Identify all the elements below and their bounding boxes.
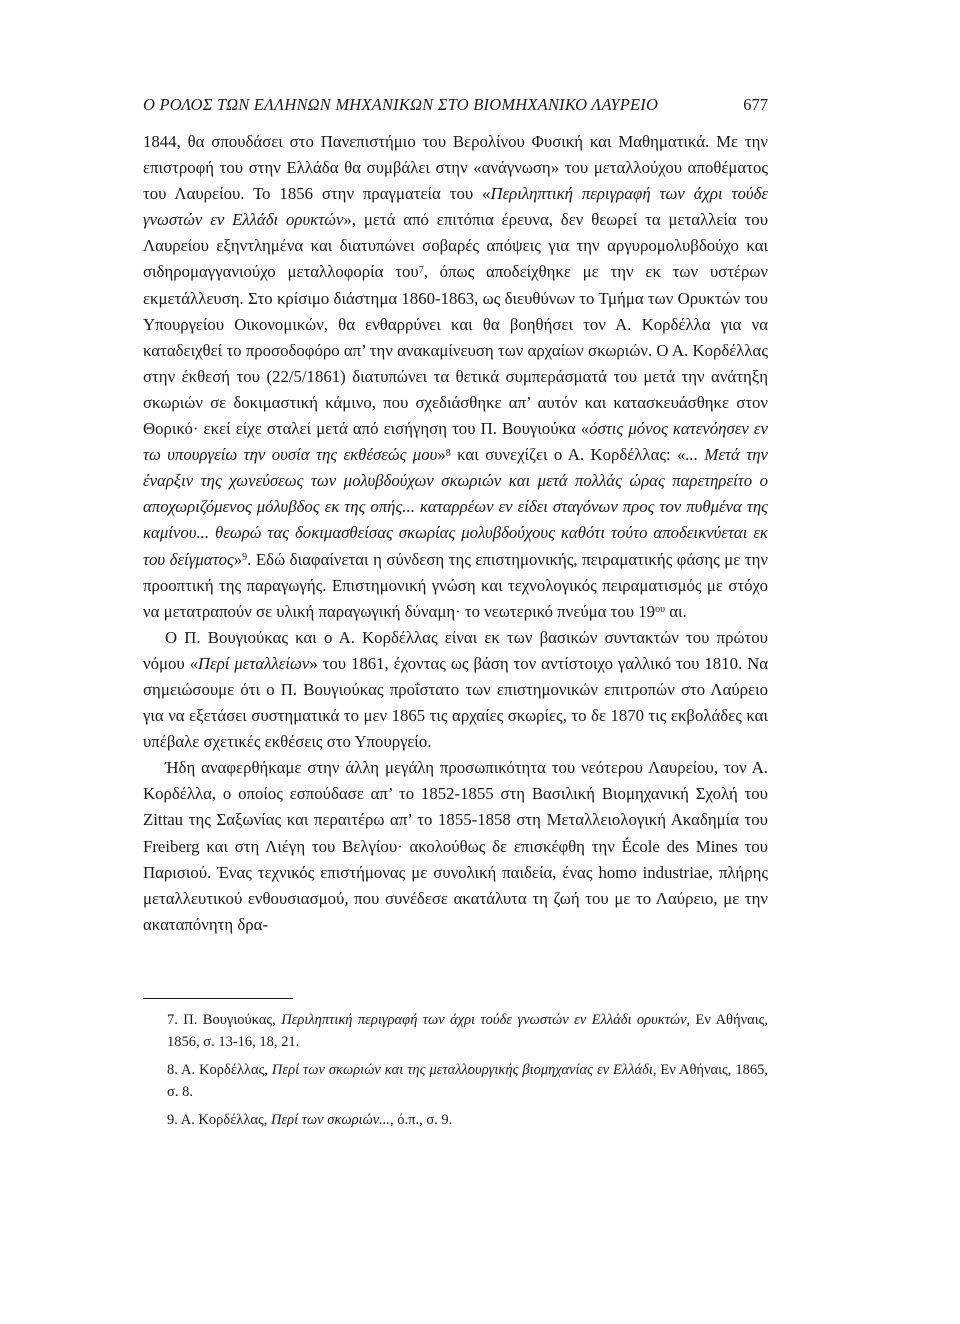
footnote-details: , Εν Αθήναις, 1856, σ. 13-16, 18, 21. [167,1012,768,1050]
footnote-author: Α. Κορδέλλας, [177,1112,271,1128]
footnote-number: 8. [167,1062,178,1078]
quoted-title: Περί μεταλλείων [197,653,310,673]
body-text [143,129,768,938]
footnote-number: 7. [167,1012,178,1028]
footnote-title: Περιληπτική περιγραφή των άχρι τούδε γνωστών εν Ελλάδι ορυκτών [281,1012,687,1028]
footnote-separator [143,998,293,999]
paragraph-1 [143,129,768,625]
text-run: αι. [665,601,687,621]
footnotes [143,1010,768,1132]
footnote-details: , Εν Αθήναις, 1865, σ. 8. [167,1062,768,1100]
paragraph-3 [143,755,768,938]
text-run: » [437,445,446,465]
text-run: » του 1861, έχοντας ως βάση τον αντίστοιχο γαλλικό του 1810. Να σημειώσουμε ότι ο Π. Βουγιούκας προΐστατο των επιστημονικών επιτροπών στο Λαύρειο για να εξετάσει συστηματικά το μεν 1865 τις αρχαίες σκωρίες, το δε 1870 τις εκβολάδες και υπέβαλε σχετικές εκθέσεις στο Υπουργείο. [143,653,768,752]
footnote-8 [143,1060,768,1103]
footnote-ref-7[interactable]: 7 [418,264,424,276]
footnote-ref-8[interactable]: 8 [445,447,451,459]
running-header [143,92,768,118]
footnote-number: 9. [167,1112,178,1128]
page-number: 677 [743,95,768,114]
text-run: », μετά από επιτόπια έρευνα, δεν θεωρεί τα μεταλλεία του Λαυρείου εξηντλημένα και διατυπώνει σοβαρές απόψεις για την αργυρομολυβδούχο και σιδηρομαγγανιούχο μεταλλοφορία του [143,210,769,282]
footnote-title: Περί των σκωριών... [270,1112,391,1128]
footnote-author: Π. Βουγιούκας, [177,1012,282,1028]
footnote-7 [143,1010,768,1053]
ordinal-suffix: ου [655,604,666,616]
footnote-author: Α. Κορδέλλας, [177,1062,272,1078]
quoted-title: Περιληπτική περιγραφή των άχρι τούδε γνωστών εν Ελλάδι ορυκτών [143,184,769,230]
text-run: και συνεχίζει ο Α. Κορδέλλας: « [450,445,686,465]
paragraph-2 [143,625,768,755]
quoted-text: όστις μόνος κατενόησεν εν τω υπουργείω την ουσία της εκθέσεώς μου [143,419,768,465]
text-run: 1844, θα σπουδάσει στο Πανεπιστήμιο του Βερολίνου Φυσική και Μαθηματικά. Με την επιστροφή του στην Ελλάδα θα συμβάλει στην «ανάγνωση» του μεταλλούχου αποθέματος του Λαυρείου. Το 1856 στην πραγματεία του « [143,132,768,204]
running-title: Ο ΡΟΛΟΣ ΤΩΝ ΕΛΛΗΝΩΝ ΜΗΧΑΝΙΚΩΝ ΣΤΟ ΒΙΟΜΗΧΑΝΙΚΟ ΛΑΥΡΕΙΟ [143,95,659,114]
quoted-text: ... Μετά την έναρξιν της χωνεύσεως των μολυβδούχων σκωριών και μετά πολλάς ώρας παρετηρείτο ο αποχωριζόμενος μόλυβδος εκ της οπής... καταρρέων εν είδει σταγόνων προς τον πυθμένα της καμίνου... θεωρώ τας δοκιμασθείσας σκωρίας μολυβδούχους καθότι τούτο αποδεικνύεται εκ του δείγματος [143,445,768,569]
footnote-details: , ό.π., σ. 9. [390,1112,453,1128]
text-run: , όπως αποδείχθηκε με την εκ των υστέρων εκμετάλλευση. Στο κρίσιμο διάστημα 1860-1863, ως διευθύνων το Τμήμα των Ορυκτών του Υπουργείου Οικονομικών, θα ενθαρρύνει και θα βοηθήσει τον Α. Κορδέλλα για να καταδειχθεί το προσοδοφόρο απ’ την ανακαμίνευση των αρχαίων σκωριών. Ο Α. Κορδέλλας στην έκθεσή του (22/5/1861) διατυπώνει τα θετικά συμπεράσματά του μετά την ανάτηξη σκωριών σε δοκιμαστική κάμινο, που σχεδιάσθηκε απ’ αυτόν και κατασκευάσθηκε στον Θορικό· εκεί είχε σταλεί μετά από εισήγηση του Π. Βουγιούκα « [143,262,768,439]
footnote-9 [143,1110,768,1132]
text-run: Ο Π. Βουγιούκας και ο Α. Κορδέλλας είναι εκ των βασικών συντακτών του πρώτου νόμου « [143,627,768,673]
text-run: . Εδώ διαφαίνεται η σύνδεση της επιστημονικής, πειραματικής φάσης με την προοπτική της παραγωγής. Επιστημονική γνώση και τεχνολογικός πειραματισμός με στόχο να μετατραπούν σε υλική παραγωγική δύναμη· το νεωτερικό πνεύμα του 19 [143,549,768,621]
text-run: Ήδη αναφερθήκαμε στην άλλη μεγάλη προσωπικότητα του νεότερου Λαυρείου, τον Α. Κορδέλλα, ο οποίος εσπούδασε απ’ το 1852-1855 στη Βασιλική Βιομηχανική Σχολή του Zittau της Σαξωνίας και περαιτέρω απ’ το 1855-1858 στη Μεταλλειολογική Ακαδημία του Freiberg και στη Λιέγη του Βελγίου· ακολούθως δε επισκέφθη την École des Mines του Παρισιού. Ένας τεχνικός επιστήμονας με συνολική παιδεία, ένας homo industriae, πλήρης μεταλλευτικού ενθουσιασμού, που συνέδεσε ακατάλυτα τη ζωή του με το Λαύρειο, με την ακαταπόνητη δρα- [143,758,768,934]
footnote-ref-9[interactable]: 9 [242,552,248,563]
text-run: » [233,549,243,569]
footnote-title: Περί των σκωριών και της μεταλλουργικής βιομηχανίας εν Ελλάδι [271,1062,653,1078]
